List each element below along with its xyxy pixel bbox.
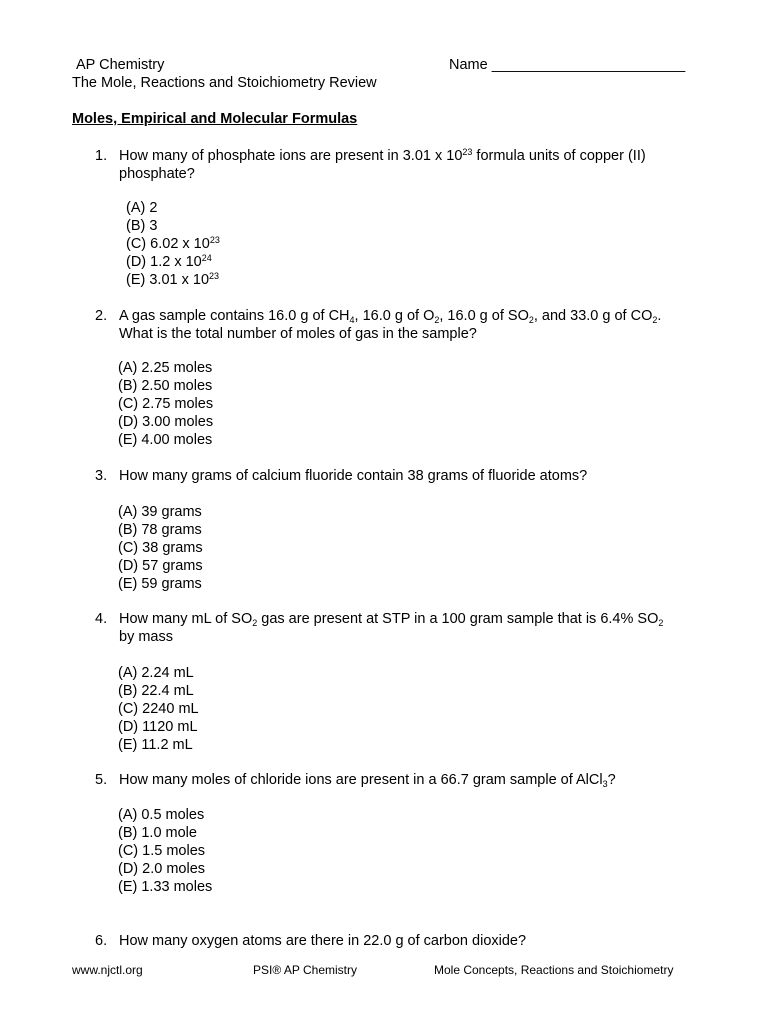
option-c: (C) 2240 mL xyxy=(118,701,199,717)
question-5-text: How many moles of chloride ions are present in a 66.7 gram sample of AlCl$_3$? xyxy=(119,772,616,789)
question-3-text: How many grams of calcium fluoride contain 38 grams of fluoride atoms? xyxy=(119,468,588,484)
question-2-options xyxy=(118,359,213,449)
option-e: (E) 1.33 moles xyxy=(118,879,213,895)
question-4-text-line2: by mass xyxy=(119,629,173,645)
option-b: (B) 1.0 mole xyxy=(118,825,197,841)
question-5-number: 5. xyxy=(95,772,108,788)
footer-website: www.njctl.org xyxy=(72,963,143,977)
section-heading: Moles, Empirical and Molecular Formulas xyxy=(72,111,358,127)
option-d: (D) 57 grams xyxy=(118,558,203,574)
option-b: (B) 3 xyxy=(126,218,158,234)
option-b: (B) 78 grams xyxy=(118,522,202,538)
question-6-number: 6. xyxy=(95,933,108,949)
option-c: (C) 1.5 moles xyxy=(118,843,206,859)
course-title: AP Chemistry xyxy=(76,57,165,73)
option-b: (B) 2.50 moles xyxy=(118,378,213,394)
question-2-text-line1: A gas sample contains 16.0 g of $CH_4$, 16.0 g of $O_2$, 16.0 g of $SO_2$, and 33.0 g of $CO_2$. xyxy=(119,308,662,325)
question-4-number: 4. xyxy=(95,611,108,627)
question-6-text: How many oxygen atoms are there in 22.0 g of carbon dioxide? xyxy=(119,933,527,949)
option-e: (E) 3.01 x $10^{23}$ xyxy=(126,271,220,288)
name-field-label: Name ________________________ xyxy=(449,57,686,73)
option-e: (E) 11.2 mL xyxy=(118,737,193,753)
option-a: (A) 0.5 moles xyxy=(118,807,205,823)
option-d: (D) 3.00 moles xyxy=(118,414,214,430)
option-d: (D) 1.2 x $10^{24}$ xyxy=(126,253,212,270)
question-2-text-line2: What is the total number of moles of gas in the sample? xyxy=(119,326,477,342)
question-1-text-line1: How many of phosphate ions are present in 3.01 x $10^{23}$ formula units of copper (II) xyxy=(119,147,646,164)
option-a: (A) 39 grams xyxy=(118,504,202,520)
footer-course: PSI® AP Chemistry xyxy=(253,963,357,977)
question-1-number: 1. xyxy=(95,148,108,164)
option-a: (A) 2.24 mL xyxy=(118,665,194,681)
option-d: (D) 2.0 moles xyxy=(118,861,206,877)
option-e: (E) 4.00 moles xyxy=(118,432,213,448)
question-2-number: 2. xyxy=(95,308,108,324)
question-3-options xyxy=(118,503,203,593)
option-e: (E) 59 grams xyxy=(118,576,202,592)
question-3-number: 3. xyxy=(95,468,108,484)
option-c: (C) 2.75 moles xyxy=(118,396,214,412)
question-1-options xyxy=(126,199,220,289)
footer-unit: Mole Concepts, Reactions and Stoichiometry xyxy=(434,963,674,977)
question-4-text-line1: How many mL of $SO_2$ gas are present at STP in a 100 gram sample that is 6.4% $SO_2$ xyxy=(119,611,664,628)
option-c: (C) 6.02 x $10^{23}$ xyxy=(126,235,220,252)
option-d: (D) 1120 mL xyxy=(118,719,198,735)
question-4-options xyxy=(118,664,199,754)
option-a: (A) 2.25 moles xyxy=(118,360,213,376)
question-5-options xyxy=(118,806,212,896)
option-b: (B) 22.4 mL xyxy=(118,683,194,699)
option-c: (C) 38 grams xyxy=(118,540,203,556)
question-1-text-line2: phosphate? xyxy=(119,166,195,182)
worksheet-title: The Mole, Reactions and Stoichiometry Review xyxy=(72,75,377,91)
option-a: (A) 2 xyxy=(126,200,158,216)
